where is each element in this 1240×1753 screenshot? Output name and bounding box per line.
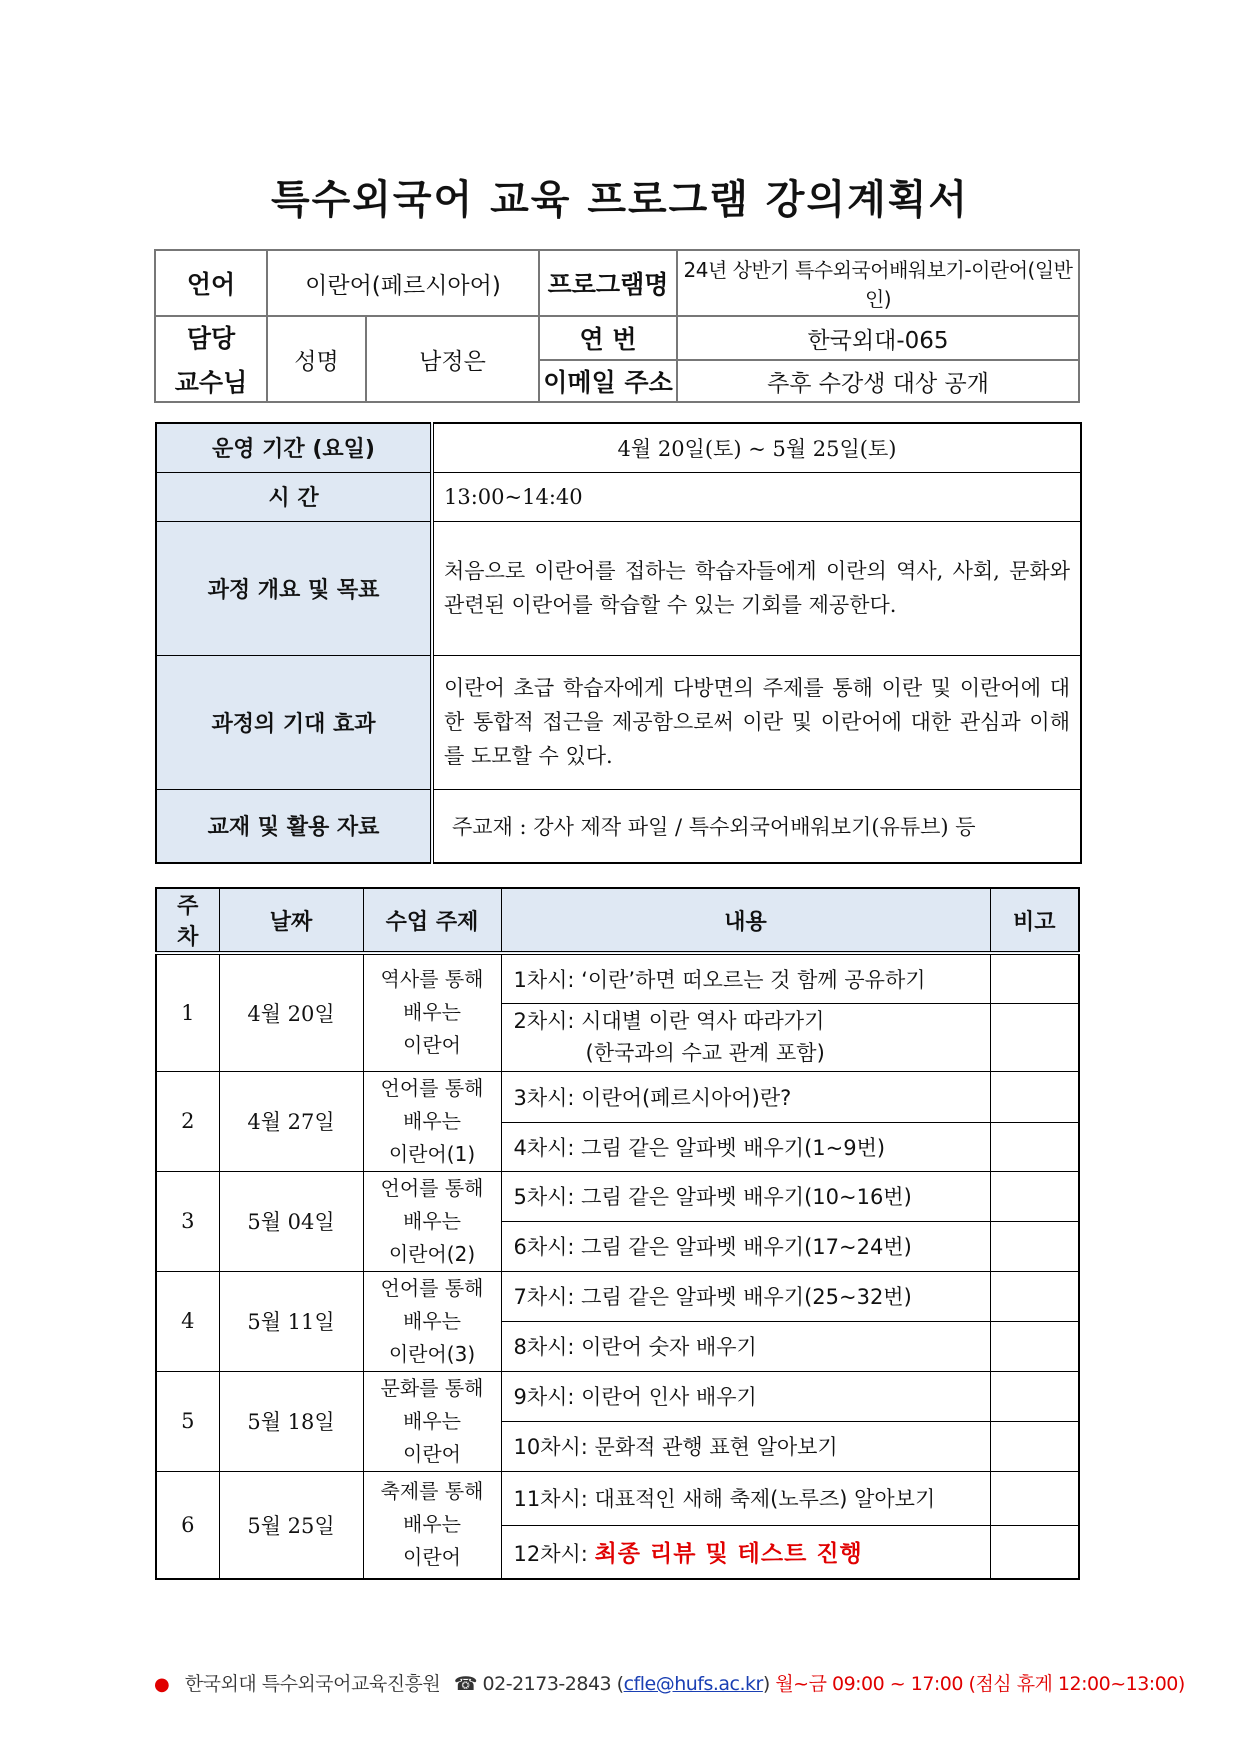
program-label: 프로그램명 [539, 250, 677, 316]
name-label: 성명 [267, 316, 366, 402]
date-header: 날짜 [219, 888, 363, 953]
week-date: 4월 20일 [219, 953, 363, 1071]
week-number: 3 [156, 1171, 219, 1271]
topic-line2: 배우는 [403, 1308, 461, 1333]
note-cell [990, 1171, 1079, 1221]
week-date: 4월 27일 [219, 1071, 363, 1171]
note-cell [990, 1122, 1079, 1171]
footer: ● 한국외대 특수외국어교육진흥원 ☎ 02-2173-2843 (cfle@hufs.ac.kr) 월~금 09:00 ~ 17:00 (점심 휴게 12:00~13:00) [154, 1673, 1185, 1695]
language-label: 언어 [155, 250, 267, 316]
footer-phone: 02-2173-2843 [482, 1673, 612, 1695]
course-table [155, 422, 1082, 864]
topic-line1: 언어를 통해 [380, 1175, 484, 1200]
table-row [156, 953, 1079, 1003]
session-content: 5차시: 그림 같은 알파벳 배우기(10~16번) [501, 1171, 990, 1221]
effect-value: 이란어 초급 학습자에게 다방면의 주제를 통해 이란 및 이란어에 대한 통합적 접근을 제공함으로써 이란 및 이란어에 대한 관심과 이해를 도모할 수 있다. [432, 655, 1081, 789]
table-row [156, 1471, 1079, 1525]
topic-line3: 이란어(3) [388, 1341, 476, 1366]
note-header: 비고 [990, 888, 1079, 953]
number-value: 한국외대-065 [677, 316, 1079, 360]
period-value: 4월 20일(토) ~ 5월 25일(토) [432, 423, 1081, 472]
bullet-dot-icon: ● [154, 1674, 170, 1695]
materials-label: 교재 및 활용 자료 [156, 789, 432, 863]
table-row [156, 1371, 1079, 1421]
effect-label: 과정의 기대 효과 [156, 655, 432, 789]
session-content: 9차시: 이란어 인사 배우기 [501, 1371, 990, 1421]
topic-line3: 이란어 [403, 1545, 461, 1570]
period-label: 운영 기간 (요일) [156, 423, 432, 472]
week-topic [363, 1071, 501, 1171]
topic-line1: 문화를 통해 [380, 1375, 484, 1400]
topic-line2: 배우는 [403, 1108, 461, 1133]
time-label: 시 간 [156, 472, 432, 521]
materials-value: 주교재 : 강사 제작 파일 / 특수외국어배워보기(유튜브) 등 [432, 789, 1081, 863]
week-topic [363, 1371, 501, 1471]
topic-line3: 이란어 [403, 1033, 461, 1058]
topic-line2: 배우는 [403, 1000, 461, 1025]
week-date: 5월 11일 [219, 1271, 363, 1371]
footer-email-link[interactable]: cfle@hufs.ac.kr [623, 1673, 763, 1695]
week-date: 5월 25일 [219, 1471, 363, 1579]
week-topic [363, 1471, 501, 1579]
session-content [501, 1525, 990, 1579]
topic-line1: 축제를 통해 [380, 1479, 484, 1504]
note-cell [990, 1321, 1079, 1371]
week-date: 5월 18일 [219, 1371, 363, 1471]
week-date: 5월 04일 [219, 1171, 363, 1271]
week-topic [363, 953, 501, 1071]
week-topic [363, 1271, 501, 1371]
email-label: 이메일 주소 [539, 360, 677, 402]
overview-label: 과정 개요 및 목표 [156, 521, 432, 655]
topic-line3: 이란어 [403, 1441, 461, 1466]
session-content [501, 1003, 990, 1071]
note-cell [990, 1525, 1079, 1579]
note-cell [990, 1421, 1079, 1471]
note-cell [990, 1071, 1079, 1122]
session-content: 4차시: 그림 같은 알파벳 배우기(1~9번) [501, 1122, 990, 1171]
note-cell [990, 953, 1079, 1003]
table-row [156, 1171, 1079, 1221]
session-content: 8차시: 이란어 숫자 배우기 [501, 1321, 990, 1371]
number-label: 연 번 [539, 316, 677, 360]
session-subtext: (한국과의 수교 관계 포함) [585, 1041, 825, 1065]
week-number: 2 [156, 1071, 219, 1171]
week-number: 5 [156, 1371, 219, 1471]
session-content: 6차시: 그림 같은 알파벳 배우기(17~24번) [501, 1221, 990, 1271]
session-content: 11차시: 대표적인 새해 축제(노루즈) 알아보기 [501, 1471, 990, 1525]
topic-line3: 이란어(2) [388, 1241, 476, 1266]
name-value: 남정은 [366, 316, 539, 402]
program-value: 24년 상반기 특수외국어배워보기-이란어(일반인) [677, 250, 1079, 316]
professor-label [155, 316, 267, 402]
week-number: 1 [156, 953, 219, 1071]
week-number: 6 [156, 1471, 219, 1579]
topic-line2: 배우는 [403, 1408, 461, 1433]
overview-value: 처음으로 이란어를 접하는 학습자들에게 이란의 역사, 사회, 문화와 관련된 이란어를 학습할 수 있는 기회를 제공한다. [432, 521, 1081, 655]
session-content: 10차시: 문화적 관행 표현 알아보기 [501, 1421, 990, 1471]
session-text: 2차시: 시대별 이란 역사 따라가기 [513, 1009, 825, 1033]
session-content: 3차시: 이란어(페르시아어)란? [501, 1071, 990, 1122]
language-value: 이란어(페르시아어) [267, 250, 539, 316]
note-cell [990, 1371, 1079, 1421]
note-cell [990, 1271, 1079, 1321]
topic-line1: 언어를 통해 [380, 1075, 484, 1100]
week-header-line1: 주 [177, 894, 199, 919]
topic-line1: 언어를 통해 [380, 1275, 484, 1300]
topic-line3: 이란어(1) [388, 1141, 476, 1166]
info-table [154, 249, 1080, 403]
table-row [156, 1071, 1079, 1122]
week-header [156, 888, 219, 953]
note-cell [990, 1221, 1079, 1271]
phone-icon: ☎ [453, 1673, 477, 1695]
schedule-table [155, 887, 1080, 1580]
note-cell [990, 1003, 1079, 1071]
session-content: 7차시: 그림 같은 알파벳 배우기(25~32번) [501, 1271, 990, 1321]
week-topic [363, 1171, 501, 1271]
week-header-line2: 차 [177, 925, 199, 950]
page-title: 특수외국어 교육 프로그램 강의계획서 [270, 177, 970, 223]
professor-label-line1: 담당 [186, 324, 236, 353]
note-cell [990, 1471, 1079, 1525]
table-row [156, 1271, 1079, 1321]
footer-hours: 월~금 09:00 ~ 17:00 (점심 휴게 12:00~13:00) [775, 1673, 1185, 1695]
week-number: 4 [156, 1271, 219, 1371]
professor-label-line2: 교수님 [174, 368, 248, 397]
session-content: 1차시: ‘이란’하면 떠오르는 것 함께 공유하기 [501, 953, 990, 1003]
email-value: 추후 수강생 대상 공개 [677, 360, 1079, 402]
final-review-highlight: 최종 리뷰 및 테스트 진행 [594, 1541, 863, 1568]
topic-line2: 배우는 [403, 1208, 461, 1233]
content-header: 내용 [501, 888, 990, 953]
topic-line1: 역사를 통해 [380, 967, 484, 992]
topic-header: 수업 주제 [363, 888, 501, 953]
time-value: 13:00~14:40 [432, 472, 1081, 521]
session-prefix: 12차시: [513, 1542, 588, 1567]
topic-line2: 배우는 [403, 1512, 461, 1537]
footer-org: 한국외대 특수외국어교육진흥원 [184, 1673, 441, 1695]
